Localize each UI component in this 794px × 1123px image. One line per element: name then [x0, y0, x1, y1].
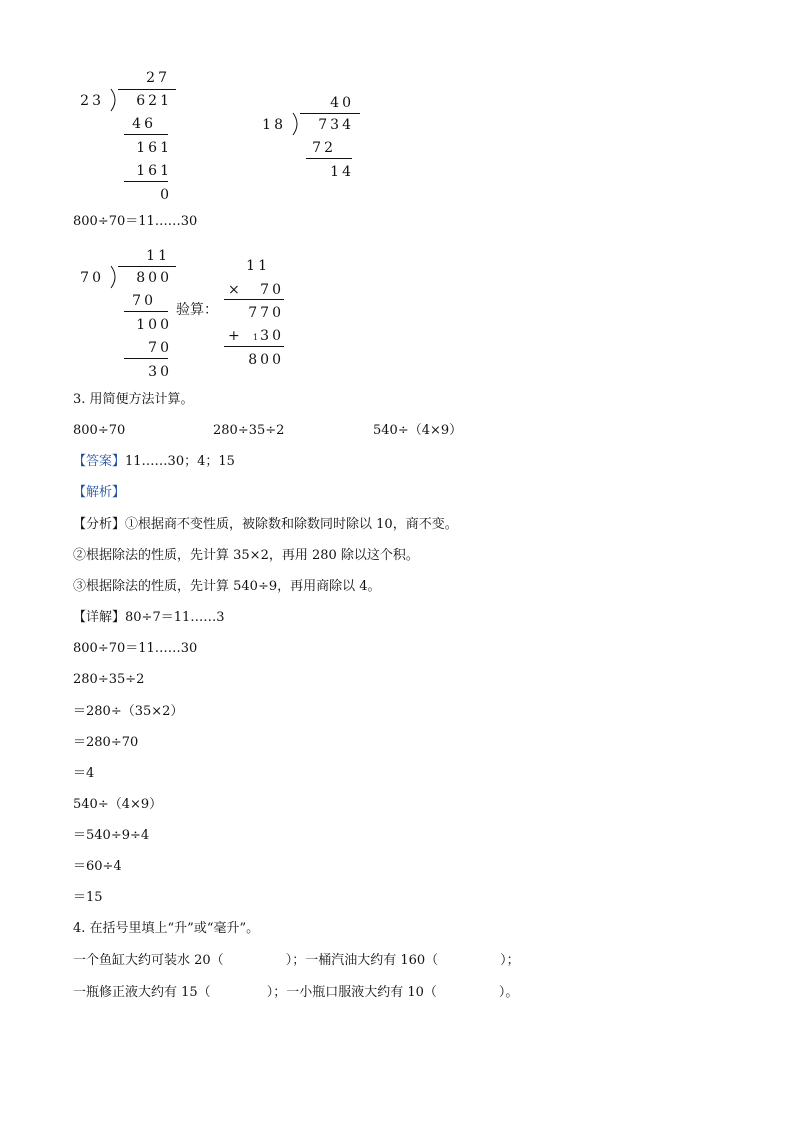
- q4-line-1: [73, 953, 520, 969]
- check-result: 800: [248, 352, 284, 368]
- q3-expr-3: 540÷（4×9）: [373, 423, 463, 438]
- q3-expr-1: 800÷70: [73, 423, 126, 438]
- step-1: 72: [312, 140, 336, 156]
- check-product: 770: [248, 305, 284, 321]
- q3-title: 3. 用简便方法计算。: [73, 392, 194, 407]
- q3-expr-2: 280÷35÷2: [213, 423, 285, 438]
- detail-line-7: 540÷（4×9）: [73, 797, 163, 812]
- check-line-2: [224, 346, 284, 347]
- mult-sign: ×: [228, 282, 240, 298]
- detail-line-2: 800÷70＝11……30: [73, 641, 198, 656]
- plus-sign: +: [228, 328, 240, 344]
- text-line-800-div-70: 800÷70＝11……30: [73, 214, 198, 229]
- detail-line-3: 280÷35÷2: [73, 672, 145, 687]
- detail-line-9: ＝60÷4: [73, 859, 122, 874]
- division-bracket: [110, 266, 120, 288]
- analysis-line-2: ②根据除法的性质，先计算 35×2，再用 280 除以这个积。: [73, 548, 419, 563]
- step-line-1: [124, 134, 168, 135]
- analysis-line-3: ③根据除法的性质，先计算 540÷9，再用商除以 4。: [73, 579, 381, 594]
- q3-answer-row: [73, 454, 235, 470]
- q4-line1-part-c: ）；: [500, 953, 520, 968]
- answer-text: 11……30；4；15: [125, 454, 235, 469]
- quotient: 40: [330, 95, 354, 111]
- check-top: 11: [246, 258, 270, 274]
- check-label: 验算：: [176, 302, 218, 318]
- quotient: 11: [146, 248, 170, 264]
- check-addend: 30: [260, 328, 284, 344]
- detail-line-8: ＝540÷9÷4: [73, 828, 150, 843]
- remainder: 14: [330, 164, 354, 180]
- division-bar: [300, 113, 360, 114]
- dividend: 800: [136, 270, 172, 286]
- analysis-line-1: [73, 517, 458, 533]
- detail-tag: 【详解】: [73, 610, 126, 625]
- analysis-tag: 【解析】: [73, 485, 126, 500]
- check-line-1: [224, 299, 284, 300]
- step-1: 70: [132, 293, 156, 309]
- divisor: 18: [262, 117, 286, 133]
- dividend: 734: [318, 117, 354, 133]
- step-line-2: [124, 358, 168, 359]
- q4-line1-part-b: ）；一桶汽油大约有 160（: [285, 953, 439, 968]
- check-multiplier: 70: [260, 282, 284, 298]
- step-line-1: [306, 158, 352, 159]
- q4-line2-part-b: ）；一小瓶口服液大约有 10（: [266, 985, 437, 1000]
- detail-line-10: ＝15: [73, 890, 103, 905]
- step-line-2: [124, 181, 168, 182]
- step-2: 161: [136, 140, 172, 156]
- q4-line2-part-c: ）。: [498, 985, 519, 1000]
- remainder: 30: [148, 364, 172, 380]
- detail-text-1: 80÷7＝11……3: [125, 610, 225, 625]
- step-1: 46: [132, 116, 156, 132]
- divisor: 70: [80, 270, 104, 286]
- division-bar: [118, 89, 176, 90]
- step-3: 70: [148, 340, 172, 356]
- remainder: 0: [160, 187, 172, 203]
- q4-line1-part-a: 一个鱼缸大约可装水 20（: [73, 953, 224, 968]
- analysis-text-1: ①根据商不变性质，被除数和除数同时除以 10，商不变。: [125, 517, 458, 532]
- step-2: 100: [136, 317, 172, 333]
- division-bracket: [292, 113, 302, 135]
- detail-line-5: ＝280÷70: [73, 735, 139, 750]
- answer-tag: 【答案】: [73, 454, 126, 469]
- dividend: 621: [136, 93, 172, 109]
- step-line-1: [124, 311, 168, 312]
- detail-line-6: ＝4: [73, 766, 95, 781]
- q4-line-2: [73, 985, 518, 1001]
- step-3: 161: [136, 163, 172, 179]
- divisor: 23: [80, 93, 104, 109]
- detail-line-4: ＝280÷（35×2）: [73, 704, 184, 719]
- division-bar: [118, 266, 176, 267]
- carry-mark: 1: [253, 333, 259, 342]
- q4-line2-part-a: 一瓶修正液大约有 15（: [73, 985, 211, 1000]
- analysis-prefix: 【分析】: [73, 517, 126, 532]
- quotient: 27: [146, 70, 170, 86]
- division-bracket: [110, 89, 120, 111]
- detail-line-1: [73, 610, 225, 626]
- q4-title: 4. 在括号里填上“升”或“毫升”。: [73, 921, 260, 936]
